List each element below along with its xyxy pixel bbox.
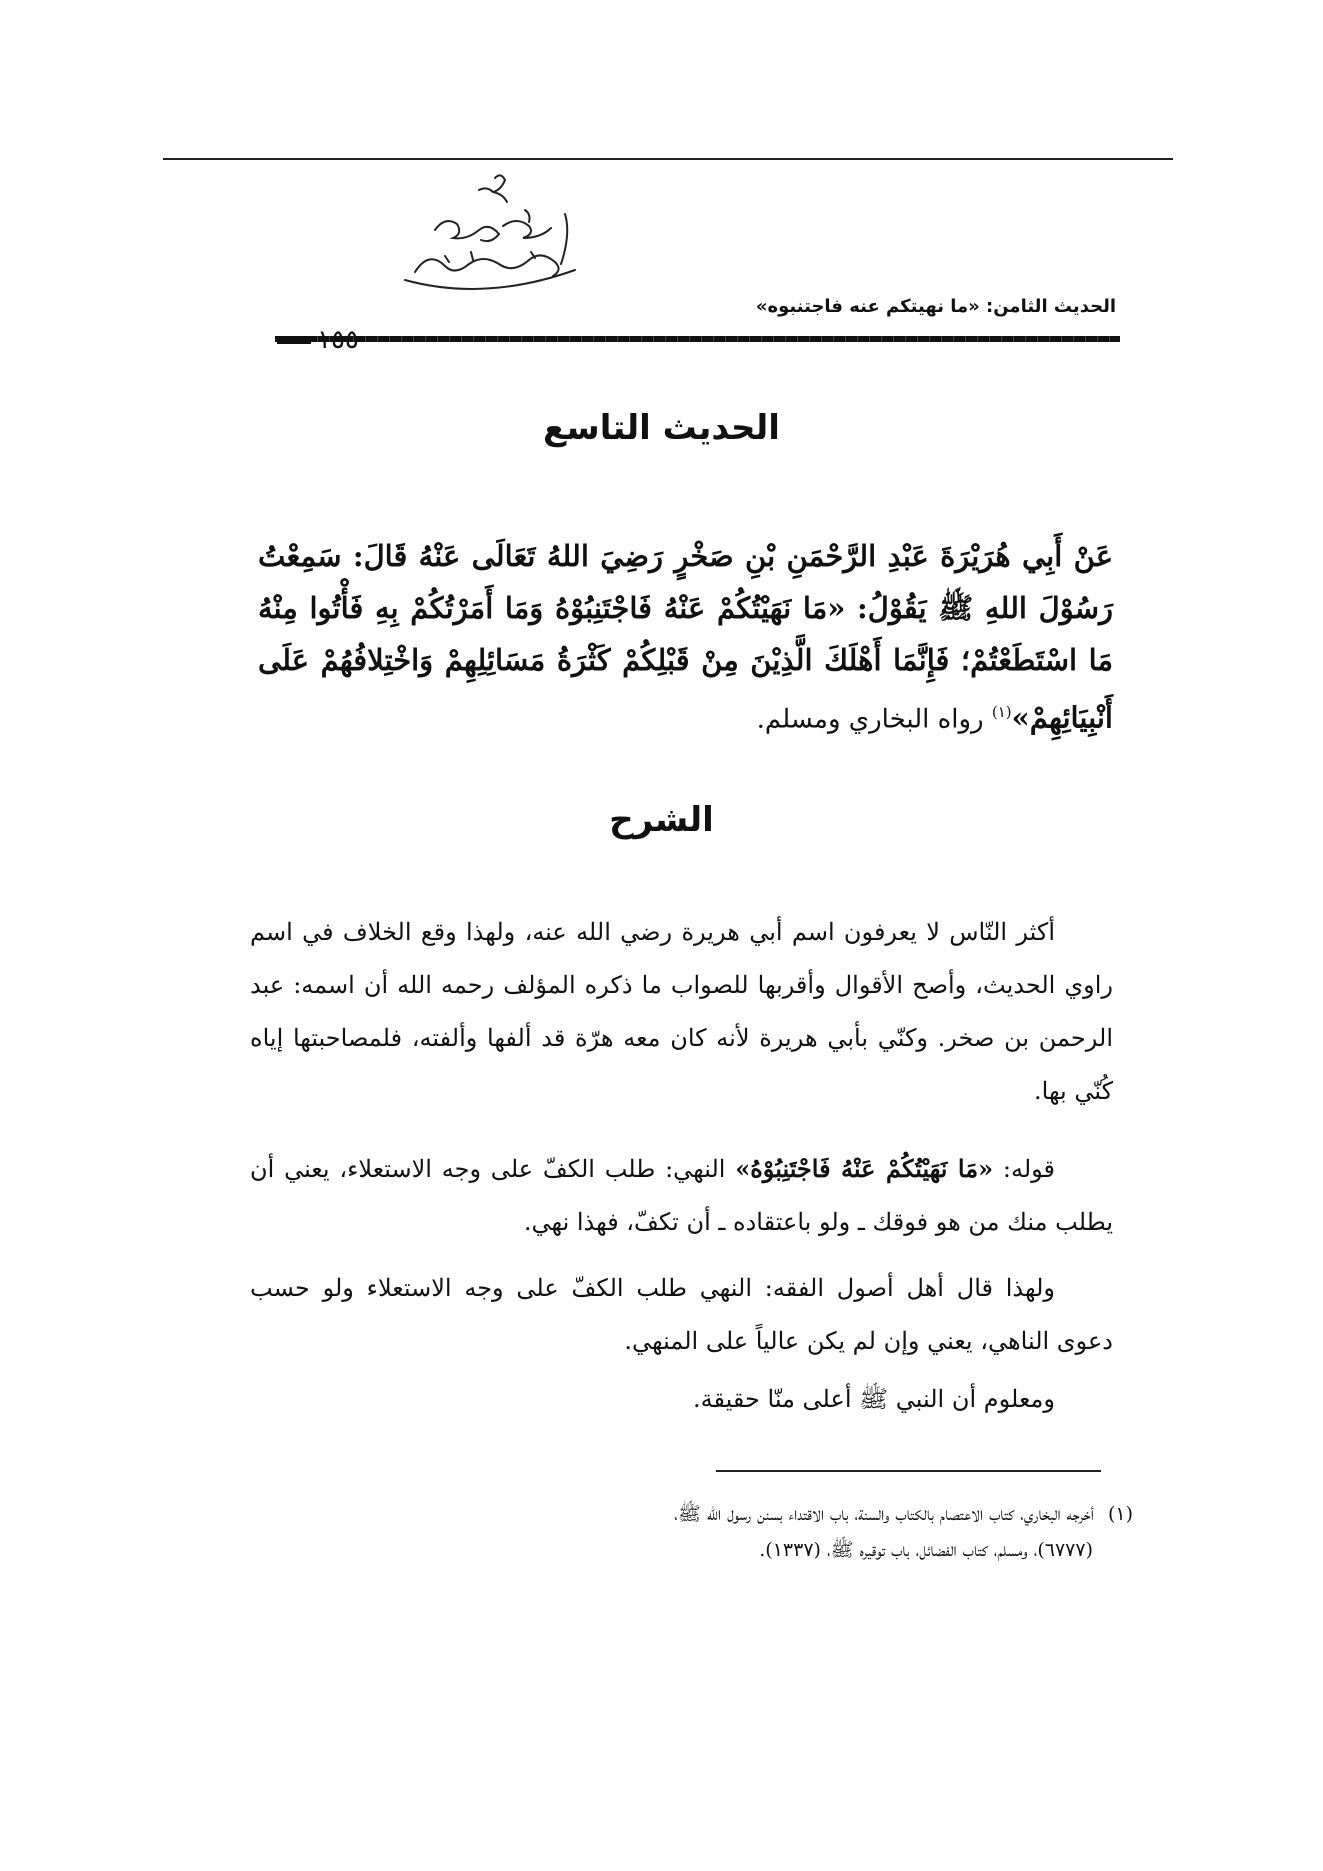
paragraph-text: ومعلوم أن النبي ﷺ أعلى منّا حقيقة. — [693, 1385, 1055, 1413]
footnote-rule — [716, 1470, 1101, 1472]
page-number: ١٥٥ — [317, 325, 359, 355]
footnote — [230, 1496, 1133, 1568]
paragraph-text: النهي: طلب الكفّ على وجه الاستعلاء، يعني أن يطلب منك من هو فوقك ـ ولو باعتقاده ـ أن تكفّ، فهذا نهي. — [250, 1155, 1113, 1236]
page-number-bar — [277, 336, 311, 344]
paragraph-quote: «مَا نَهَيْتُكُمْ عَنْهُ فَاجْتَنِبُوْهُ» — [735, 1154, 994, 1183]
hadith-narration: رواه البخاري ومسلم. — [756, 704, 992, 735]
hadith-text-block — [258, 530, 1113, 746]
paragraph-text: أكثر النّاس لا يعرفون اسم أبي هريرة رضي الله عنه، ولهذا وقع الخلاف في اسم راوي الحديث، وأصح الأقوال وأقربها للصواب ما ذكره المؤلف رحمه الله أن اسمه: عبد الرحمن بن صخر. وكنّي بأبي هريرة لأنه كان معه هرّة قد ألفها وألفته، فلمصاحبتها إياه كُنّي بها. — [250, 918, 1113, 1105]
commentary-paragraph-1 — [250, 906, 1113, 1118]
footnote-line-2: (٦٧٧٧)، ومسلم، كتاب الفضائل، باب توقيره ﷺ، (١٣٣٧). — [759, 1539, 1093, 1561]
handwritten-seal — [375, 168, 595, 318]
page-number-group — [277, 327, 359, 353]
paragraph-lead: قوله: — [993, 1155, 1056, 1183]
seal-calligraphy-icon — [375, 168, 595, 318]
hadith-text: عَنْ أَبِي هُرَيْرَةَ عَبْدِ الرَّحْمَنِ بْنِ صَخْرٍ رَضِيَ اللهُ تَعَالَى عَنْهُ قَالَ: سَمِعْتُ رَسُوْلَ اللهِ ﷺ يَقُوْلُ: «مَا نَهَيْتُكُمْ عَنْهُ فَاجْتَنِبُوْهُ وَمَا أَمَرْتُكُمْ بِهِ فَأْتُوا مِنْهُ مَا اسْتَطَعْتُمْ؛ فَإِنَّمَا أَهْلَكَ الَّذِيْنَ مِنْ قَبْلِكُمْ كَثْرَةُ مَسَائِلِهِمْ وَاخْتِلافُهُمْ عَلَى أَنْبِيَائِهِمْ» — [258, 539, 1113, 735]
commentary-paragraph-4 — [250, 1373, 1113, 1426]
footnote-marker: (١) — [1107, 1503, 1133, 1525]
footnote-reference: (١) — [991, 703, 1012, 721]
top-rule — [163, 158, 1173, 160]
header-rule — [275, 336, 1120, 342]
paragraph-text: ولهذا قال أهل أصول الفقه: النهي طلب الكفّ على وجه الاستعلاء ولو حسب دعوى الناهي، يعني وإن لم يكن عالياً على المنهي. — [250, 1274, 1113, 1355]
footnote-line-1: أخرجه البخاري، كتاب الاعتصام بالكتاب والسنة، باب الاقتداء بسنن رسول الله ﷺ، — [674, 1503, 1094, 1525]
chapter-title: الحديث التاسع — [543, 408, 780, 448]
commentary-paragraph-3 — [250, 1262, 1113, 1368]
commentary-paragraph-2 — [250, 1142, 1113, 1249]
running-title: الحديث الثامن: «ما نهيتكم عنه فاجتنبوه» — [755, 296, 1116, 317]
section-title: الشرح — [609, 800, 714, 840]
